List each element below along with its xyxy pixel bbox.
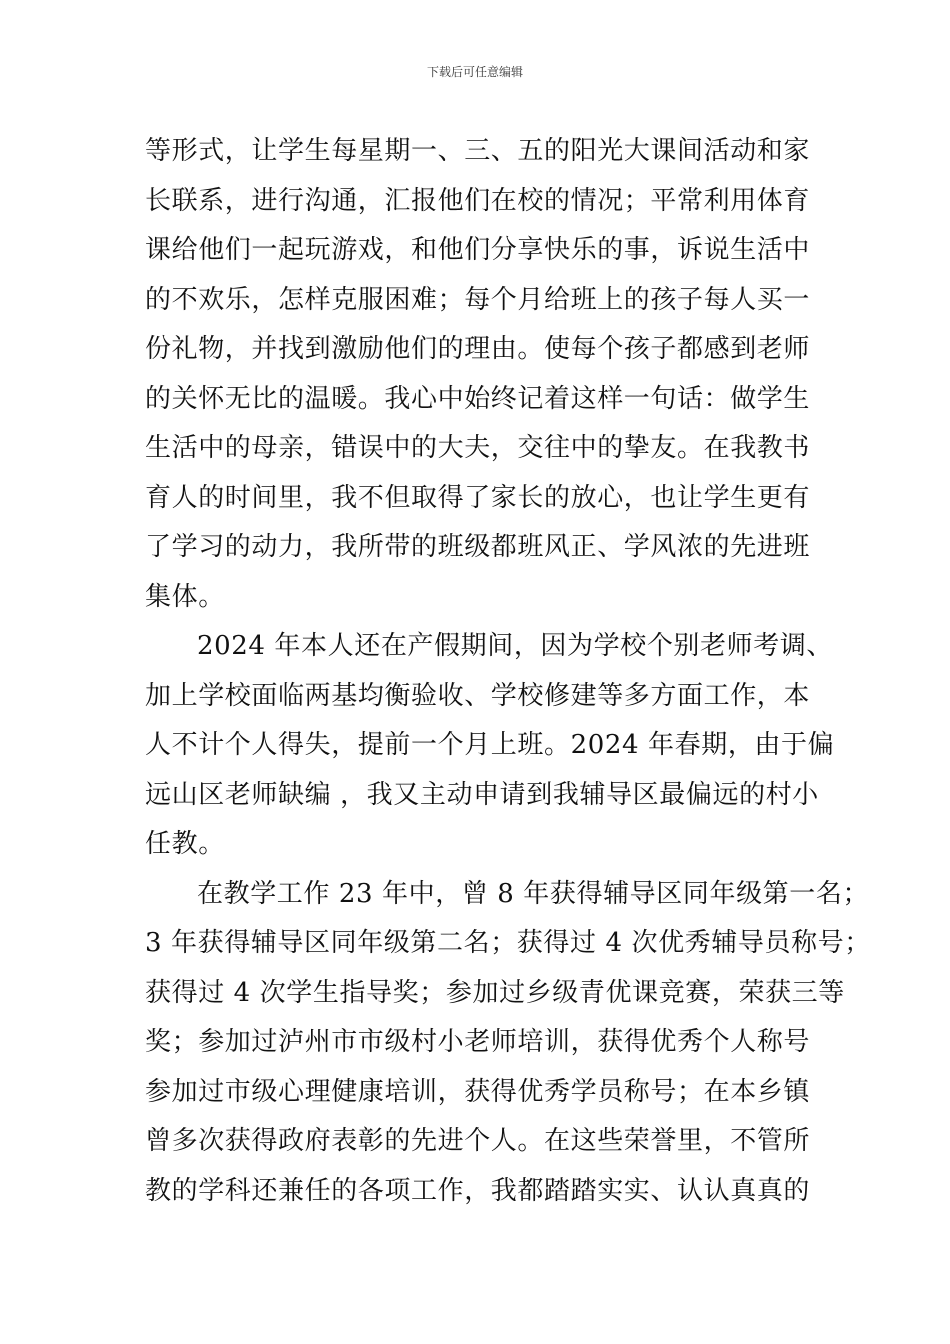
text-line: 的不欢乐，怎样克服困难；每个月给班上的孩子每人买一 (145, 284, 811, 315)
text-line: 奖；参加过泸州市市级村小老师培训，获得优秀个人称号 (145, 1027, 811, 1057)
text-line: 3 年获得辅导区同年级第二名；获得过 4 次优秀辅导员称号； (145, 928, 871, 958)
text-line: 曾多次获得政府表彰的先进个人。在这些荣誉里，不管所 (145, 1126, 811, 1156)
text-line: 人不计个人得失，提前一个月上班。2024 年春期，由于偏 (145, 730, 835, 760)
text-line: 份礼物，并找到激励他们的理由。使每个孩子都感到老师 (145, 334, 811, 364)
text-line: 在教学工作 23 年中，曾 8 年获得辅导区同年级第一名； (197, 878, 870, 909)
text-line: 任教。 (145, 829, 225, 859)
text-line: 远山区老师缺编 ，我又主动申请到我辅导区最偏远的村小 (145, 779, 819, 810)
text-line: 长联系，进行沟通，汇报他们在校的情况；平常利用体育 (145, 185, 811, 216)
text-line: 集体。 (145, 581, 225, 612)
text-line: 育人的时间里，我不但取得了家长的放心，也让学生更有 (145, 482, 811, 513)
paragraph-1 (145, 127, 815, 622)
document-body (145, 127, 871, 1216)
text-line: 教的学科还兼任的各项工作，我都踏踏实实、认认真真的 (145, 1175, 811, 1206)
text-line: 生活中的母亲，错误中的大夫，交往中的挚友。在我教书 (145, 433, 811, 463)
text-line: 加上学校面临两基均衡验收、学校修建等多方面工作，本 (145, 680, 811, 711)
page-header-caption: 下载后可任意编辑 (426, 65, 523, 79)
text-line: 参加过市级心理健康培训，获得优秀学员称号；在本乡镇 (145, 1076, 811, 1107)
text-line: 获得过 4 次学生指导奖；参加过乡级青优课竞赛，荣获三等 (145, 977, 845, 1008)
text-line: 的关怀无比的温暖。我心中始终记着这样一句话：做学生 (145, 383, 811, 414)
text-line: 课给他们一起玩游戏，和他们分享快乐的事，诉说生活中 (145, 235, 811, 265)
text-line: 2024 年本人还在产假期间，因为学校个别老师考调、 (197, 631, 834, 661)
text-line: 等形式，让学生每星期一、三、五的阳光大课间活动和家 (145, 136, 811, 166)
paragraph-3 (145, 870, 871, 1217)
text-line: 了学习的动力，我所带的班级都班风正、学风浓的先进班 (145, 532, 811, 562)
paragraph-2 (145, 622, 835, 870)
